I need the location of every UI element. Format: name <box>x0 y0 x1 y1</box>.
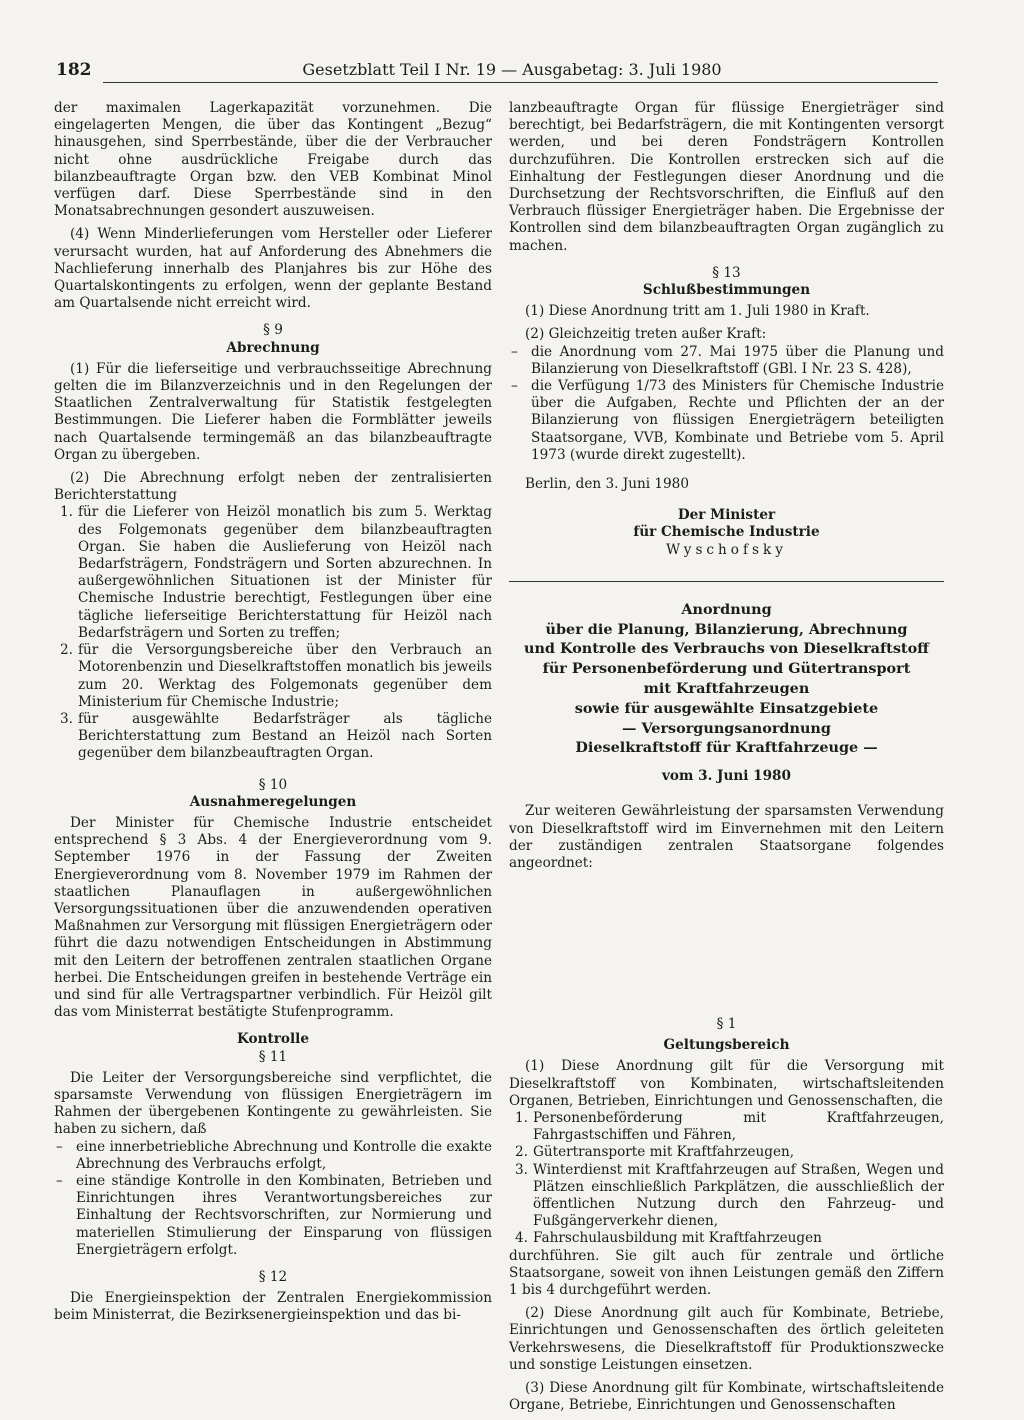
right-column-section-1 <box>509 1016 944 1420</box>
list-item: 3. für ausgewählte Bedarfsträger als tägliche Berichterstattung zum Bestand an Heizöl nach Sorten gegenüber dem bilanzbeauftragten Organ. <box>60 710 492 762</box>
kontrolle-heading: Kontrolle <box>237 1031 309 1048</box>
continued-paragraph: der maximalen Lagerkapazität vorzunehmen. Die eingelagerten Mengen, die über das Kontingent „Bezug“ hinausgehen, sind Sperrbestände, über die der Verbraucher nicht ohne ausdrückliche Freigabe durch das bilanzbeauftragte Organ bzw. den VEB Kombinat Minol verfügen darf. Diese Sperrbestände sind in den Monatsabrechnungen gesondert auszuweisen. <box>54 100 492 220</box>
paragraph-4: (4) Wenn Minderlieferungen vom Hersteller oder Lieferer verursacht wurden, hat auf Anforderung des Abnehmers die Nachlieferung innerhalb des Planjahres bis zur Höhe des Quartalskontingents zu erfolgen, wenn der geplante Bestand am Quartalsende nicht erreicht wird. <box>54 226 492 312</box>
list-item: 1. Personenbeförderung mit Kraftfahrzeugen, Fahrgastschiffen und Fähren, <box>515 1110 944 1144</box>
running-title: Gesetzblatt Teil I Nr. 19 — Ausgabetag: 3. Juli 1980 <box>302 60 722 79</box>
section-11-list <box>54 1139 492 1259</box>
section-10-heading: Ausnahmeregelungen <box>189 793 357 810</box>
list-item: 4. Fahrschulausbildung mit Kraftfahrzeugen <box>515 1230 822 1247</box>
section-13-number: § 13 <box>712 264 741 281</box>
section-1-heading: Geltungsbereich <box>663 1037 790 1054</box>
list-item: – die Anordnung vom 27. Mai 1975 über die Planung und Bilanzierung von Dieselkraftstoff (GBl. I Nr. 23 S. 428), <box>511 343 944 377</box>
left-column <box>54 100 492 1331</box>
list-item: 2. für die Versorgungsbereiche über den Verbrauch an Motorenbenzin und Dieselkraftstoffen monatlich bis jeweils zum 20. Werktag des Folgemonats gegenüber dem Ministerium für Chemische Industrie; <box>60 642 492 710</box>
signature-ministry: für Chemische Industrie <box>633 524 820 541</box>
ordinance-date: vom 3. Juni 1980 <box>662 768 791 785</box>
section-1-para-3: (3) Diese Anordnung gilt für Kombinate, wirtschaftsleitende Organe, Betriebe, Einrichtungen und Genossenschaften <box>509 1380 944 1414</box>
section-10-number: § 10 <box>258 776 288 793</box>
section-13-heading: Schlußbestimmungen <box>642 282 811 299</box>
list-item: 2. Gütertransporte mit Kraftfahrzeugen, <box>515 1144 795 1161</box>
page-number: 182 <box>56 60 92 80</box>
section-1-number: § 1 <box>716 1016 737 1032</box>
place-date: Berlin, den 3. Juni 1980 <box>525 476 689 493</box>
section-12-number: § 12 <box>258 1269 288 1285</box>
ordinance-title: Anordnung über die Planung, Bilanzierung, Abrechnung und Kontrolle des Verbrauchs von Dieselkraftstoff für Personenbeförderung und Gütertransport mit Kraftfahrzeugen sowie für ausgewählte Einsatzgebiete — Versorgungsanordnung Dieselkraftstoff für Kraftfahrzeuge — <box>524 600 929 757</box>
section-9-number: § 9 <box>263 322 283 339</box>
section-9-list <box>54 504 492 762</box>
list-item: – eine ständige Kontrolle in den Kombinaten, Betrieben und Einrichtungen ihres Verantwortungsbereiches zur Einhaltung der Rechtsvorschriften, zur Normierung und materiellen Stimulierung der Einsparung von flüssigen Energieträgern erfolgt. <box>56 1172 492 1258</box>
section-10-para: Der Minister für Chemische Industrie entscheidet entsprechend § 3 Abs. 4 der Energieverordnung vom 9. September 1976 in der Fassung der Zweiten Energieverordnung vom 8. November 1979 im Rahmen der staatlichen Planauflagen in außergewöhnlichen Versorgungssituationen über die anzuwendenden operativen Maßnahmen zur Versorgung mit flüssigen Energieträgern oder führt die dazu notwendigen Entscheidungen in Abstimmung mit den Leitern der betroffenen zentralen staatlichen Organe herbei. Die Entscheidungen greifen in bestehende Verträge ein und sind für alle Vertragspartner verbindlich. Für Heizöl gilt das vom Ministerrat bestätigte Stufenprogramm. <box>54 814 492 1021</box>
section-13-para-1: (1) Diese Anordnung tritt am 1. Juli 1980 in Kraft. <box>525 303 870 320</box>
section-9-heading: Abrechnung <box>226 339 320 356</box>
section-1-continuation: durchführen. Sie gilt auch für zentrale und örtliche Staatsorgane, soweit von ihnen Leistungen gemäß den Ziffern 1 bis 4 durchgeführt werden. <box>509 1247 944 1299</box>
section-11-number: § 11 <box>258 1048 288 1065</box>
section-1-list <box>509 1110 944 1248</box>
list-item: – eine innerbetriebliche Abrechnung und Kontrolle die exakte Abrechnung des Verbrauchs erfolgt, <box>56 1138 492 1172</box>
section-12-para: Die Energieinspektion der Zentralen Energiekommission beim Ministerrat, die Bezirksenergieinspektion und das bi- <box>54 1290 492 1324</box>
signature-title: Der Minister <box>677 507 776 524</box>
list-item: 3. Winterdienst mit Kraftfahrzeugen auf Straßen, Wegen und Plätzen einschließlich Parkplätzen, die ausschließlich der öffentlichen Nutzung durch den Fahrzeug- und Fußgängerverkehr dienen, <box>515 1161 944 1230</box>
section-9-para-1: (1) Für die lieferseitige und verbrauchsseitige Abrechnung gelten die im Bilanzverzeichnis und in den Regelungen der Staatlichen Zentralverwaltung für Statistik festgelegten Bestimmungen. Die Lieferer haben die Formblätter jeweils nach Quartalsende termingemäß an das bilanzbeauftragte Organ zu übergeben. <box>54 360 492 463</box>
section-separator <box>509 581 944 582</box>
list-item: – die Verfügung 1/73 des Ministers für Chemische Industrie über die Aufgaben, Rechte und Pflichten der an der Bilanzierung von flüssigen Energieträgern beteiligten Staatsorgane, VVB, Kombinate und Betriebe vom 5. April 1973 (wurde direkt zugestellt). <box>511 378 944 463</box>
section-1-para-1: (1) Diese Anordnung gilt für die Versorgung mit Dieselkraftstoff von Kombinaten, wirtschaftsleitenden Organen, Betrieben, Einrichtungen und Genossenschaften, die <box>509 1058 944 1109</box>
header-rule <box>103 82 938 83</box>
section-13-list <box>509 344 944 464</box>
section-1-para-2: (2) Diese Anordnung gilt auch für Kombinate, Betriebe, Einrichtungen und Genossenschaften des örtlich geleiteten Verkehrswesens, die Dieselkraftstoff für Produktionszwecke und sonstige Leistungen einsetzen. <box>509 1305 944 1373</box>
page-header <box>0 60 1024 84</box>
list-item: 1. für die Lieferer von Heizöl monatlich bis zum 5. Werktag des Folgemonats gegenüber dem bilanzbeauftragten Organ. Sie haben die Auslieferung von Heizöl nach Bedarfsträgern, Fondsträgern und Sorten abzurechnen. In außergewöhnlichen Situationen ist der Minister für Chemische Industrie berechtigt, Festlegungen über eine tägliche lieferseitige Berichterstattung für Heizöl nach Bedarfsträgern und Sorten zu treffen; <box>60 504 492 641</box>
section-11-para: Die Leiter der Versorgungsbereiche sind verpflichtet, die sparsamste Verwendung von flüssigen Energieträgern im Rahmen der übergebenen Kontingente zu gewährleisten. Sie haben zu sichern, daß <box>54 1069 492 1138</box>
section-13-para-2: (2) Gleichzeitig treten außer Kraft: <box>525 326 767 343</box>
right-column <box>509 100 944 878</box>
signature-name: Wyschofsky <box>666 541 787 558</box>
ordinance-intro: Zur weiteren Gewährleistung der sparsamsten Verwendung von Dieselkraftstoff wird im Einvernehmen mit den Leitern der zuständigen zentralen Staatsorgane folgendes angeordnet: <box>509 803 944 872</box>
continued-paragraph: lanzbeauftragte Organ für flüssige Energieträger sind berechtigt, bei Bedarfsträgern, die mit Kontingenten versorgt werden, und bei deren Fondsträgern Kontrollen durchzuführen. Die Kontrollen erstrecken sich auf die Einhaltung der Festlegungen dieser Anordnung und die Durchsetzung der Rechtsvorschriften, die Einfluß auf den Verbrauch flüssiger Energieträger haben. Die Ergebnisse der Kontrollen sind dem bilanzbeauftragten Organ zugänglich zu machen. <box>509 100 944 254</box>
section-9-para-2: (2) Die Abrechnung erfolgt neben der zentralisierten Berichterstattung <box>54 470 492 504</box>
